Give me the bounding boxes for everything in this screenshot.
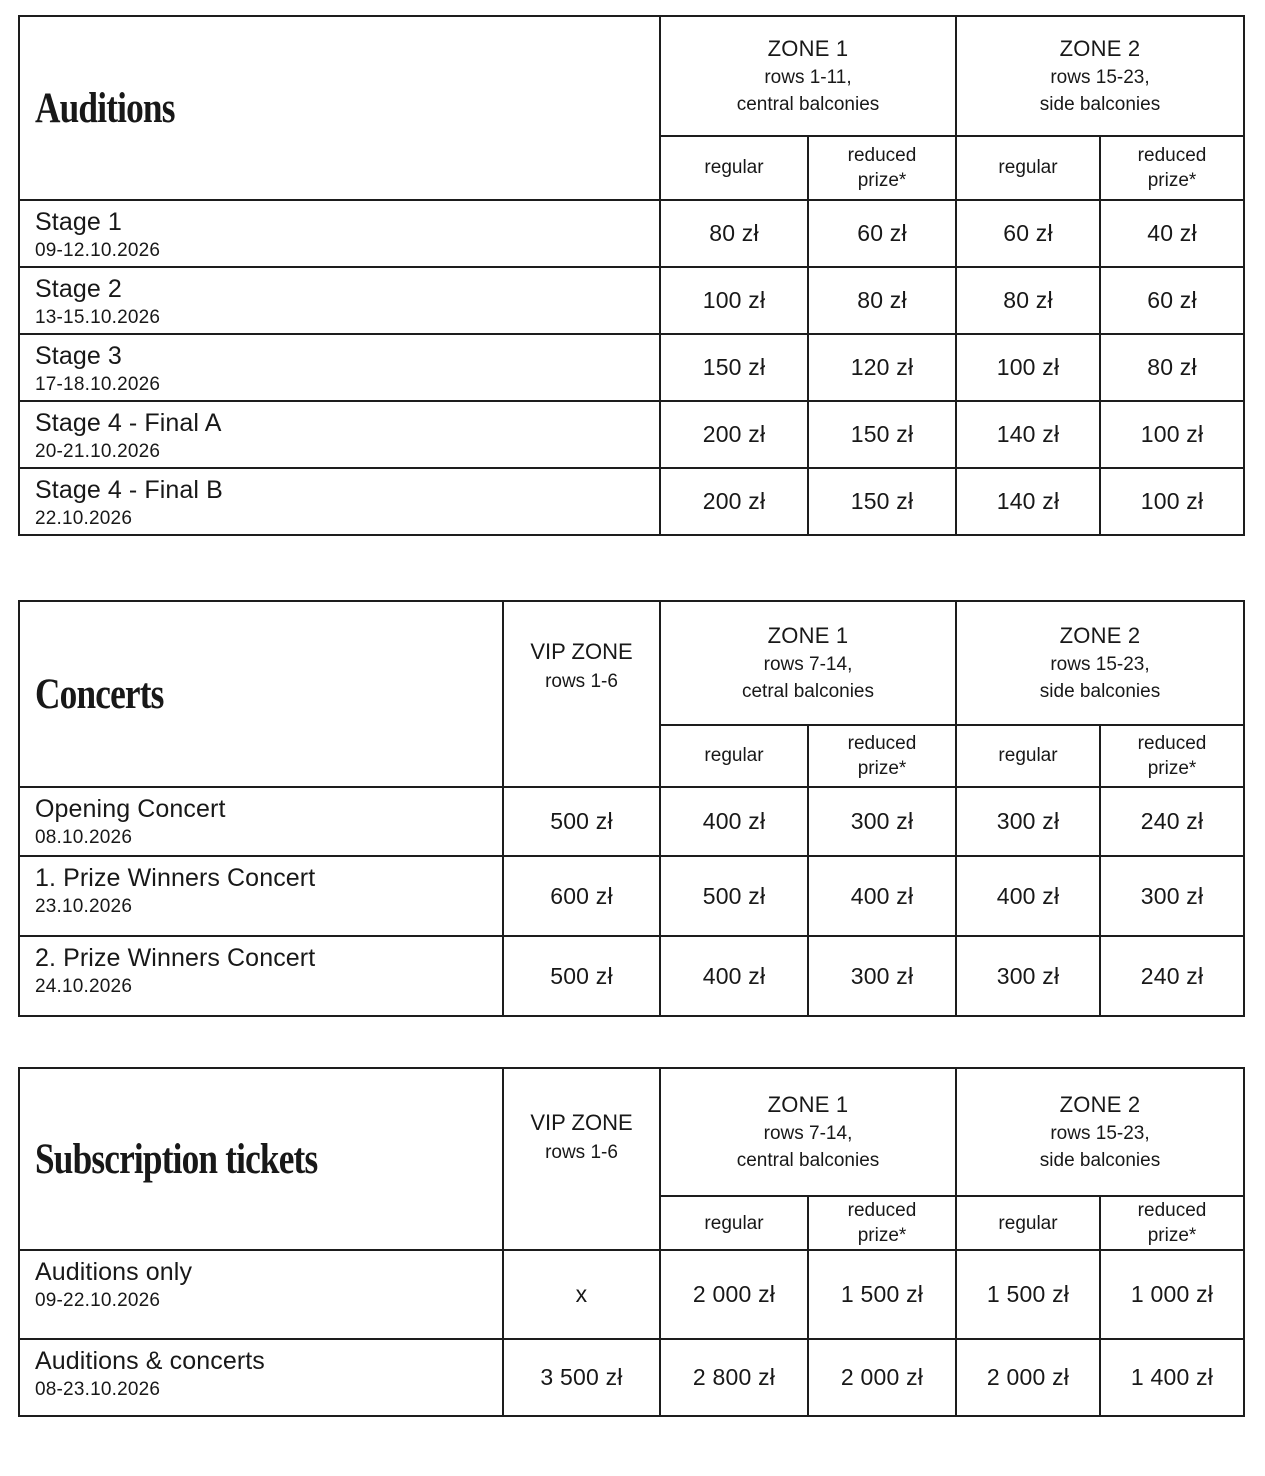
price-cell: 150 zł xyxy=(808,468,956,535)
table-title: Subscription tickets xyxy=(35,1135,318,1183)
event-name: 1. Prize Winners Concert xyxy=(35,864,316,892)
price-cell: 3 500 zł xyxy=(503,1339,660,1416)
event-name: Stage 3 xyxy=(35,342,122,370)
price-cell: 500 zł xyxy=(503,787,660,856)
zone1-name: ZONE 1 xyxy=(767,36,849,62)
zone2-name: ZONE 2 xyxy=(1059,623,1141,649)
price-cell: 300 zł xyxy=(1100,856,1244,936)
reduced-line2: prize* xyxy=(857,1225,907,1247)
event-name: Auditions only xyxy=(35,1258,193,1287)
event-cell xyxy=(19,1339,503,1416)
subscription-pricing-table xyxy=(18,1067,1245,1417)
event-cell xyxy=(19,401,660,468)
reduced-line1: reduced xyxy=(1137,732,1207,754)
table-row xyxy=(19,401,1244,468)
event-date: 08-23.10.2026 xyxy=(35,1378,161,1400)
table-row xyxy=(19,334,1244,401)
price-cell: 60 zł xyxy=(956,200,1100,267)
event-date: 22.10.2026 xyxy=(35,507,133,529)
price-cell: 500 zł xyxy=(503,936,660,1016)
zone2-rows: rows 15-23, xyxy=(1050,653,1150,675)
vip-zone-name: VIP ZONE xyxy=(530,639,633,664)
price-cell: 200 zł xyxy=(660,468,808,535)
event-name: Auditions & concerts xyxy=(35,1347,265,1376)
zone1-header xyxy=(660,16,956,136)
event-cell xyxy=(19,787,503,856)
regular-price-header: regular xyxy=(956,136,1100,200)
reduced-line2: prize* xyxy=(1147,1225,1197,1247)
reduced-line2: prize* xyxy=(857,170,907,191)
event-name: Stage 2 xyxy=(35,275,122,303)
table-title: Concerts xyxy=(35,670,164,718)
vip-zone-rows: rows 1-6 xyxy=(545,670,618,692)
price-cell: 100 zł xyxy=(660,267,808,334)
price-cell: 240 zł xyxy=(1100,787,1244,856)
reduced-line2: prize* xyxy=(1147,170,1197,191)
zone2-name: ZONE 2 xyxy=(1059,36,1141,62)
price-cell: 1 000 zł xyxy=(1100,1250,1244,1339)
zone2-header xyxy=(956,1068,1244,1196)
zone1-seats: cetral balconies xyxy=(741,680,875,702)
price-cell: 2 800 zł xyxy=(660,1339,808,1416)
auditions-pricing-table xyxy=(18,15,1245,536)
event-cell xyxy=(19,936,503,1016)
zone2-seats: side balconies xyxy=(1039,1149,1161,1171)
reduced-line1: reduced xyxy=(847,732,917,754)
regular-price-header: regular xyxy=(956,1196,1100,1250)
price-cell: 150 zł xyxy=(808,401,956,468)
price-cell: 300 zł xyxy=(808,936,956,1016)
reduced-line2: prize* xyxy=(1147,758,1197,779)
price-cell: 2 000 zł xyxy=(956,1339,1100,1416)
reduced-price-header xyxy=(808,136,956,200)
zone1-header xyxy=(660,1068,956,1196)
zone2-seats: side balconies xyxy=(1039,680,1161,702)
reduced-price-header xyxy=(1100,1196,1244,1250)
price-cell: 60 zł xyxy=(1100,267,1244,334)
table-row xyxy=(19,267,1244,334)
event-date: 09-22.10.2026 xyxy=(35,1289,161,1311)
price-cell: 150 zł xyxy=(660,334,808,401)
price-cell: 400 zł xyxy=(660,936,808,1016)
zone1-rows: rows 1-11, xyxy=(764,66,852,88)
vip-zone-header xyxy=(503,601,660,787)
table-row xyxy=(19,1250,1244,1339)
zone2-header xyxy=(956,16,1244,136)
price-cell: 80 zł xyxy=(956,267,1100,334)
reduced-price-header xyxy=(1100,136,1244,200)
regular-price-header: regular xyxy=(660,725,808,787)
price-cell: 140 zł xyxy=(956,468,1100,535)
price-cell: 400 zł xyxy=(808,856,956,936)
reduced-line1: reduced xyxy=(1137,1200,1207,1221)
event-cell xyxy=(19,200,660,267)
price-cell: 140 zł xyxy=(956,401,1100,468)
price-cell: 40 zł xyxy=(1100,200,1244,267)
price-cell: 100 zł xyxy=(956,334,1100,401)
regular-price-header: regular xyxy=(660,1196,808,1250)
zone2-seats: side balconies xyxy=(1039,93,1161,115)
zone2-name: ZONE 2 xyxy=(1059,1092,1141,1118)
price-cell: 1 500 zł xyxy=(808,1250,956,1339)
concerts-table-title-cell xyxy=(19,601,503,787)
table-row xyxy=(19,200,1244,267)
reduced-price-header xyxy=(1100,725,1244,787)
event-name: Stage 1 xyxy=(35,208,122,236)
reduced-price-header xyxy=(808,725,956,787)
event-date: 24.10.2026 xyxy=(35,975,133,997)
zone1-rows: rows 7-14, xyxy=(763,653,853,675)
price-cell: 500 zł xyxy=(660,856,808,936)
price-cell: 2 000 zł xyxy=(808,1339,956,1416)
event-name: Opening Concert xyxy=(35,795,226,823)
price-cell: 100 zł xyxy=(1100,468,1244,535)
price-cell: 240 zł xyxy=(1100,936,1244,1016)
price-cell: 200 zł xyxy=(660,401,808,468)
table-title: Auditions xyxy=(35,84,175,132)
price-cell: 300 zł xyxy=(956,787,1100,856)
subscription-table-title-cell xyxy=(19,1068,503,1250)
auditions-table-title-cell xyxy=(19,16,660,200)
event-name: Stage 4 - Final A xyxy=(35,409,222,437)
zone2-rows: rows 15-23, xyxy=(1050,66,1150,88)
event-name: Stage 4 - Final B xyxy=(35,476,223,504)
table-row xyxy=(19,468,1244,535)
event-cell xyxy=(19,856,503,936)
zone1-name: ZONE 1 xyxy=(767,1092,849,1118)
event-name: 2. Prize Winners Concert xyxy=(35,944,316,972)
vip-zone-name: VIP ZONE xyxy=(530,1110,633,1135)
vip-zone-header xyxy=(503,1068,660,1250)
event-cell xyxy=(19,334,660,401)
vip-zone-rows: rows 1-6 xyxy=(545,1141,618,1163)
price-cell: 60 zł xyxy=(808,200,956,267)
price-cell: 400 zł xyxy=(956,856,1100,936)
event-cell xyxy=(19,267,660,334)
event-date: 09-12.10.2026 xyxy=(35,239,161,261)
concerts-pricing-table xyxy=(18,600,1245,1017)
event-cell xyxy=(19,468,660,535)
zone1-name: ZONE 1 xyxy=(767,623,849,649)
regular-price-header: regular xyxy=(956,725,1100,787)
price-cell: 300 zł xyxy=(956,936,1100,1016)
event-date: 13-15.10.2026 xyxy=(35,306,161,328)
regular-price-header: regular xyxy=(660,136,808,200)
zone1-seats: central balconies xyxy=(736,1149,880,1171)
table-row xyxy=(19,856,1244,936)
price-cell: 120 zł xyxy=(808,334,956,401)
reduced-line1: reduced xyxy=(847,144,917,166)
reduced-price-header xyxy=(808,1196,956,1250)
zone2-rows: rows 15-23, xyxy=(1050,1122,1150,1144)
price-cell: 600 zł xyxy=(503,856,660,936)
table-row xyxy=(19,936,1244,1016)
price-cell: 300 zł xyxy=(808,787,956,856)
zone1-rows: rows 7-14, xyxy=(763,1122,853,1144)
event-date: 20-21.10.2026 xyxy=(35,440,161,462)
price-cell: 80 zł xyxy=(660,200,808,267)
event-date: 23.10.2026 xyxy=(35,895,133,917)
zone1-seats: central balconies xyxy=(736,93,880,115)
price-cell: 80 zł xyxy=(1100,334,1244,401)
table-row xyxy=(19,1339,1244,1416)
zone2-header xyxy=(956,601,1244,725)
event-date: 08.10.2026 xyxy=(35,826,133,848)
price-cell: 1 500 zł xyxy=(956,1250,1100,1339)
reduced-line2: prize* xyxy=(857,758,907,779)
reduced-line1: reduced xyxy=(847,1200,917,1221)
price-cell: 1 400 zł xyxy=(1100,1339,1244,1416)
price-cell: 80 zł xyxy=(808,267,956,334)
reduced-line1: reduced xyxy=(1137,144,1207,166)
price-cell: x xyxy=(503,1250,660,1339)
table-row xyxy=(19,787,1244,856)
event-cell xyxy=(19,1250,503,1339)
price-cell: 2 000 zł xyxy=(660,1250,808,1339)
event-date: 17-18.10.2026 xyxy=(35,373,161,395)
zone1-header xyxy=(660,601,956,725)
price-cell: 400 zł xyxy=(660,787,808,856)
price-cell: 100 zł xyxy=(1100,401,1244,468)
